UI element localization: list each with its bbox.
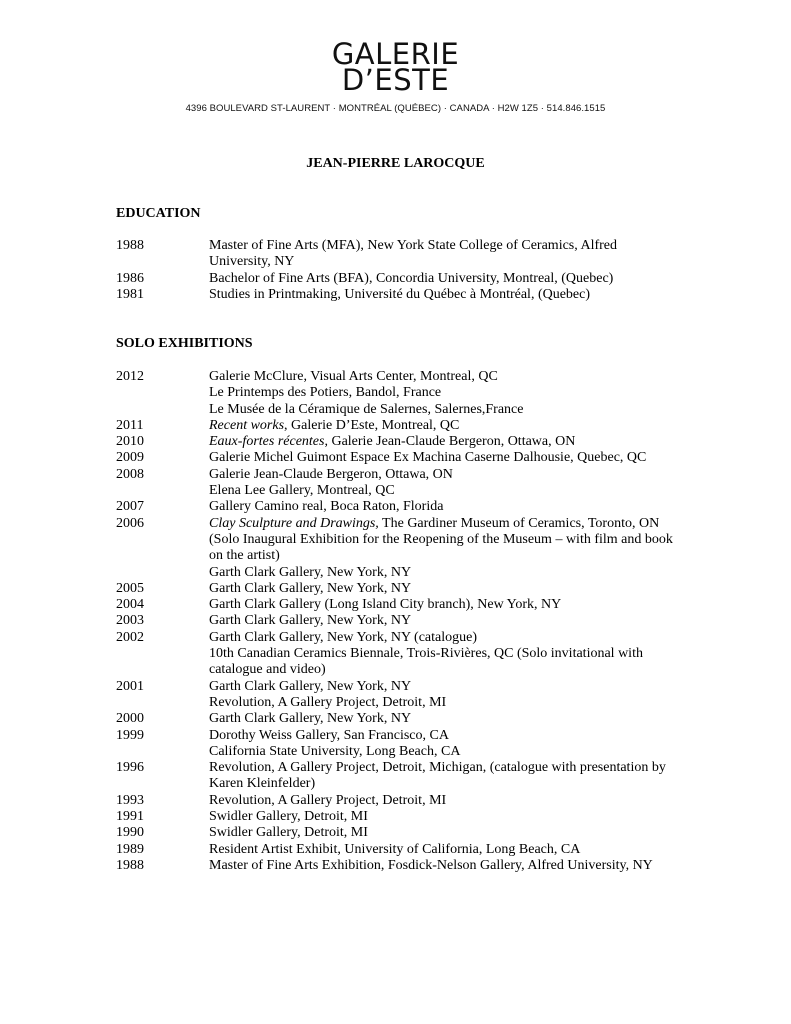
entry-year: 2011 — [116, 417, 144, 433]
entry-details: The Gardiner Museum of Ceramics, Toronto, ON (Solo Inaugural Exhibition for the Reopening of the Museum – with film and book on the artist) — [209, 515, 673, 564]
solo-exhibitions-list — [116, 369, 676, 874]
entry-details: Galerie McClure, Visual Arts Center, Montreal, QC — [209, 369, 498, 384]
entry-details: Garth Clark Gallery, New York, NY — [209, 613, 412, 629]
entry-description — [209, 711, 676, 727]
exhibition-entry — [116, 516, 676, 565]
exhibition-entry — [116, 597, 676, 613]
entry-description — [209, 793, 676, 809]
entry-description: Master of Fine Arts (MFA), New York State College of Ceramics, Alfred University, NY — [209, 238, 618, 270]
entry-description — [209, 581, 676, 597]
entry-details: , Galerie Jean-Claude Bergeron, Ottawa, ON — [324, 434, 576, 450]
entry-description — [209, 418, 676, 434]
entry-description — [209, 646, 676, 679]
exhibition-entry — [116, 483, 676, 499]
entry-description — [209, 499, 676, 515]
entry-details: California State University, Long Beach, CA — [209, 743, 461, 759]
exhibition-entry — [116, 385, 676, 401]
entry-year: 1988 — [116, 857, 144, 873]
exhibition-entry — [116, 434, 676, 450]
education-entry — [116, 271, 676, 287]
entry-year: 1993 — [116, 792, 144, 808]
entry-details: Gallery Camino real, Boca Raton, Florida — [209, 499, 444, 515]
entry-details: Elena Lee Gallery, Montreal, QC — [209, 483, 395, 499]
exhibition-entry — [116, 565, 676, 581]
entry-description — [209, 679, 676, 695]
entry-description — [209, 842, 676, 858]
entry-year: 1990 — [116, 825, 144, 841]
entry-year: 1988 — [116, 238, 144, 253]
exhibition-entry — [116, 711, 676, 727]
gallery-logo-line2: D’ESTE — [341, 63, 450, 97]
entry-year: 2008 — [116, 466, 144, 482]
entry-details: Garth Clark Gallery, New York, NY — [209, 678, 412, 694]
entry-year — [116, 565, 209, 581]
entry-year: 2002 — [116, 629, 144, 645]
entry-description — [209, 630, 676, 646]
entry-details: Garth Clark Gallery, New York, NY — [209, 580, 412, 596]
exhibition-entry — [116, 695, 676, 711]
entry-year: 1999 — [116, 727, 144, 743]
entry-details: 10th Canadian Ceramics Biennale, Trois-Rivières, QC (Solo invitational with catalogue and video) — [209, 646, 643, 678]
entry-year — [116, 483, 209, 499]
entry-title-italic: Eaux-fortes récentes — [209, 434, 325, 450]
entry-description — [209, 858, 676, 874]
entry-description — [209, 483, 676, 499]
exhibition-entry — [116, 646, 676, 679]
gallery-logo-line1: GALERIE — [331, 37, 460, 71]
entry-description — [209, 450, 676, 466]
entry-details: , Galerie D’Este, Montreal, QC — [284, 417, 460, 433]
entry-description — [209, 565, 676, 581]
entry-description — [209, 467, 676, 483]
exhibition-entry — [116, 402, 676, 418]
entry-year: 2009 — [116, 450, 144, 466]
education-entry — [116, 238, 676, 271]
entry-details: Dorothy Weiss Gallery, San Francisco, CA — [209, 727, 449, 743]
entry-description — [209, 695, 676, 711]
education-heading: EDUCATION — [116, 206, 201, 221]
exhibition-entry — [116, 581, 676, 597]
exhibition-entry — [116, 793, 676, 809]
entry-details: Garth Clark Gallery (Long Island City branch), New York, NY — [209, 597, 562, 613]
entry-description — [209, 385, 676, 401]
entry-description — [209, 516, 676, 565]
entry-description — [209, 728, 676, 744]
exhibition-entry — [116, 450, 676, 466]
exhibition-entry — [116, 499, 676, 515]
entry-details: Swidler Gallery, Detroit, MI — [209, 825, 368, 841]
entry-details: Swidler Gallery, Detroit, MI — [209, 809, 368, 825]
entry-year — [116, 646, 209, 679]
entry-year: 2004 — [116, 597, 144, 613]
entry-year: 2012 — [116, 369, 144, 384]
entry-year: 1996 — [116, 760, 144, 776]
entry-year: 2003 — [116, 613, 144, 629]
exhibition-entry — [116, 842, 676, 858]
entry-details: Resident Artist Exhibit, University of California, Long Beach, CA — [209, 841, 581, 857]
entry-description — [209, 809, 676, 825]
entry-details: Garth Clark Gallery, New York, NY — [209, 564, 412, 580]
entry-year: 1981 — [116, 286, 144, 302]
entry-description: Studies in Printmaking, Université du Québec à Montréal, (Quebec) — [209, 286, 591, 302]
entry-year: 1986 — [116, 270, 144, 286]
entry-details: Garth Clark Gallery, New York, NY (catalogue) — [209, 629, 477, 645]
artist-name: JEAN-PIERRE LAROCQUE — [306, 156, 485, 171]
entry-description — [209, 434, 676, 450]
entry-description — [209, 760, 676, 793]
exhibition-entry — [116, 825, 676, 841]
entry-description — [209, 369, 676, 385]
entry-details: Le Printemps des Potiers, Bandol, France — [209, 385, 442, 401]
entry-details: Revolution, A Gallery Project, Detroit, MI — [209, 792, 447, 808]
entry-year: 1989 — [116, 841, 144, 857]
exhibition-entry — [116, 613, 676, 629]
entry-details: Le Musée de la Céramique de Salernes, Salernes,France — [209, 401, 524, 417]
exhibition-entry — [116, 418, 676, 434]
exhibition-entry — [116, 809, 676, 825]
entry-description: Bachelor of Fine Arts (BFA), Concordia University, Montreal, (Quebec) — [209, 270, 614, 286]
entry-details: Revolution, A Gallery Project, Detroit, MI — [209, 694, 447, 710]
entry-year — [116, 385, 209, 401]
exhibition-entry — [116, 728, 676, 744]
entry-details: Galerie Michel Guimont Espace Ex Machina Caserne Dalhousie, Quebec, QC — [209, 450, 647, 466]
entry-year: 2006 — [116, 515, 144, 531]
entry-year — [116, 744, 209, 760]
exhibition-entry — [116, 369, 676, 385]
entry-description — [209, 825, 676, 841]
entry-description — [209, 744, 676, 760]
entry-details: Garth Clark Gallery, New York, NY — [209, 711, 412, 727]
entry-year — [116, 402, 209, 418]
exhibition-entry — [116, 744, 676, 760]
entry-year — [116, 695, 209, 711]
entry-year: 2005 — [116, 580, 144, 596]
entry-description — [209, 613, 676, 629]
entry-description — [209, 597, 676, 613]
entry-title-italic: Clay Sculpture and Drawings, — [209, 515, 379, 531]
gallery-address: 4396 BOULEVARD ST-LAURENT · MONTRÉAL (QUÉBEC) · CANADA · H2W 1Z5 · 514.846.1515 — [185, 103, 606, 114]
entry-year: 2001 — [116, 678, 144, 694]
entry-year: 1991 — [116, 809, 144, 825]
entry-title-italic: Recent works — [209, 417, 285, 433]
entry-details: Master of Fine Arts Exhibition, Fosdick-Nelson Gallery, Alfred University, NY — [209, 857, 653, 873]
entry-year: 2007 — [116, 499, 144, 515]
exhibition-entry — [116, 679, 676, 695]
exhibition-entry — [116, 630, 676, 646]
solo-exhibitions-heading: SOLO EXHIBITIONS — [116, 336, 253, 351]
entry-year: 2010 — [116, 434, 144, 450]
exhibition-entry — [116, 858, 676, 874]
entry-year: 2000 — [116, 711, 144, 727]
education-entry — [116, 287, 676, 303]
entry-description — [209, 402, 676, 418]
education-list — [116, 238, 676, 303]
entry-details: Revolution, A Gallery Project, Detroit, Michigan, (catalogue with presentation by Karen Kleinfelder) — [209, 760, 666, 792]
exhibition-entry — [116, 467, 676, 483]
exhibition-entry — [116, 760, 676, 793]
entry-details: Galerie Jean-Claude Bergeron, Ottawa, ON — [209, 466, 453, 482]
